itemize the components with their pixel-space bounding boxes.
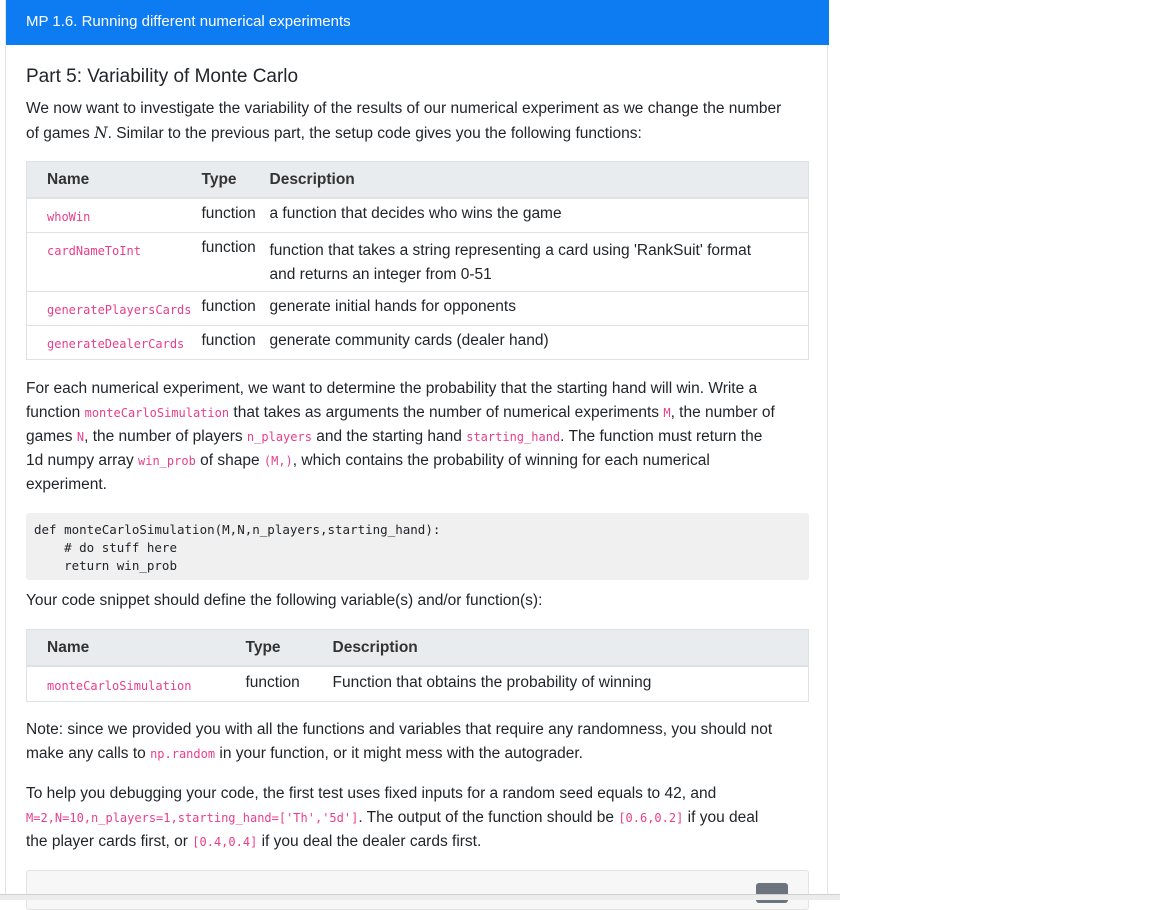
column-header-description: Description	[328, 630, 809, 667]
function-description: generate initial hands for opponents	[265, 291, 809, 325]
function-type: function	[197, 291, 265, 325]
column-header-name: Name	[27, 162, 197, 199]
functions-table	[26, 161, 809, 360]
inline-code: win_prob	[138, 454, 196, 468]
task-paragraph: For each numerical experiment, we want to determine the probability that the starting hand will win. Write a function monteCarloSimulation that takes as arguments the number of numerical experiments M, the number of games N, the number of players n_players and the starting hand starting_hand. The function must return the 1d numpy array win_prob of shape (M,), which contains the probability of winning for each numerical experiment.	[26, 380, 775, 493]
function-description: a function that decides who wins the game	[265, 198, 809, 232]
inline-code: monteCarloSimulation	[84, 406, 230, 420]
function-name: generatePlayersCards	[47, 302, 192, 317]
function-name: generateDealerCards	[47, 336, 185, 351]
intro-paragraph	[26, 97, 816, 146]
table-row	[27, 325, 809, 359]
problem-card	[5, 0, 828, 899]
define-table	[26, 629, 809, 702]
code-block	[26, 513, 809, 580]
inline-code: M	[663, 406, 671, 420]
inline-code: n_players	[246, 430, 312, 444]
intro-line: . Similar to the previous part, the setup code gives you the following functions:	[107, 125, 642, 142]
horizontal-scrollbar[interactable]	[0, 894, 840, 900]
function-type: function	[197, 198, 265, 232]
code-line: # do stuff here	[34, 540, 177, 555]
inline-code: M=2,N=10,n_players=1,starting_hand=['Th','5d']	[26, 811, 359, 825]
card-header-title: MP 1.6. Running different numerical experiments	[26, 13, 351, 30]
inline-code: [0.4,0.4]	[192, 835, 258, 849]
table-row	[27, 232, 809, 291]
math-n: N	[94, 124, 108, 142]
function-description: function that takes a string representing a card using 'RankSuit' format and returns an integer from 0-51	[265, 232, 809, 291]
inline-code: starting_hand	[466, 430, 561, 444]
function-type: function	[197, 325, 265, 359]
function-description: generate community cards (dealer hand)	[265, 325, 809, 359]
define-text: Your code snippet should define the following variable(s) and/or function(s):	[26, 592, 543, 609]
card-header	[6, 0, 829, 45]
code-line: return win_prob	[34, 558, 177, 573]
note-paragraph: Note: since we provided you with all the functions and variables that require any randomness, you should not make any calls to np.random in your function, or it might mess with the autograder.	[26, 721, 773, 762]
inline-code: (M,)	[263, 454, 293, 468]
table-row	[27, 666, 809, 701]
column-header-description: Description	[265, 162, 809, 199]
inline-code: N	[76, 430, 85, 444]
code-line: def monteCarloSimulation(M,N,n_players,starting_hand):	[34, 522, 441, 537]
table-row	[27, 291, 809, 325]
intro-line: We now want to investigate the variability of the results of our numerical experiment as we change the number	[26, 100, 782, 117]
inline-code: np.random	[150, 747, 216, 761]
function-type: function	[241, 666, 328, 701]
function-name: monteCarloSimulation	[47, 679, 192, 693]
function-type: function	[197, 232, 265, 291]
table-row	[27, 198, 809, 232]
editor-action-button[interactable]	[756, 883, 788, 903]
function-name: whoWin	[47, 210, 91, 224]
column-header-type: Type	[241, 630, 328, 667]
code-editor-block[interactable]	[26, 870, 809, 910]
debug-paragraph: To help you debugging your code, the first test uses fixed inputs for a random seed equals to 42, and M=2,N=10,n_players=1,starting_hand=['Th','5d']. The output of the function should be [0.6,0.2] if you deal the player cards first, or [0.4,0.4] if you deal the dealer cards first.	[26, 785, 759, 850]
column-header-name: Name	[27, 630, 241, 667]
column-header-type: Type	[197, 162, 265, 199]
function-name: cardNameToInt	[47, 243, 141, 258]
part-title: Part 5: Variability of Monte Carlo	[26, 66, 299, 87]
inline-code: [0.6,0.2]	[618, 811, 684, 825]
intro-line: of games	[26, 125, 95, 142]
function-description: Function that obtains the probability of winning	[328, 666, 809, 701]
